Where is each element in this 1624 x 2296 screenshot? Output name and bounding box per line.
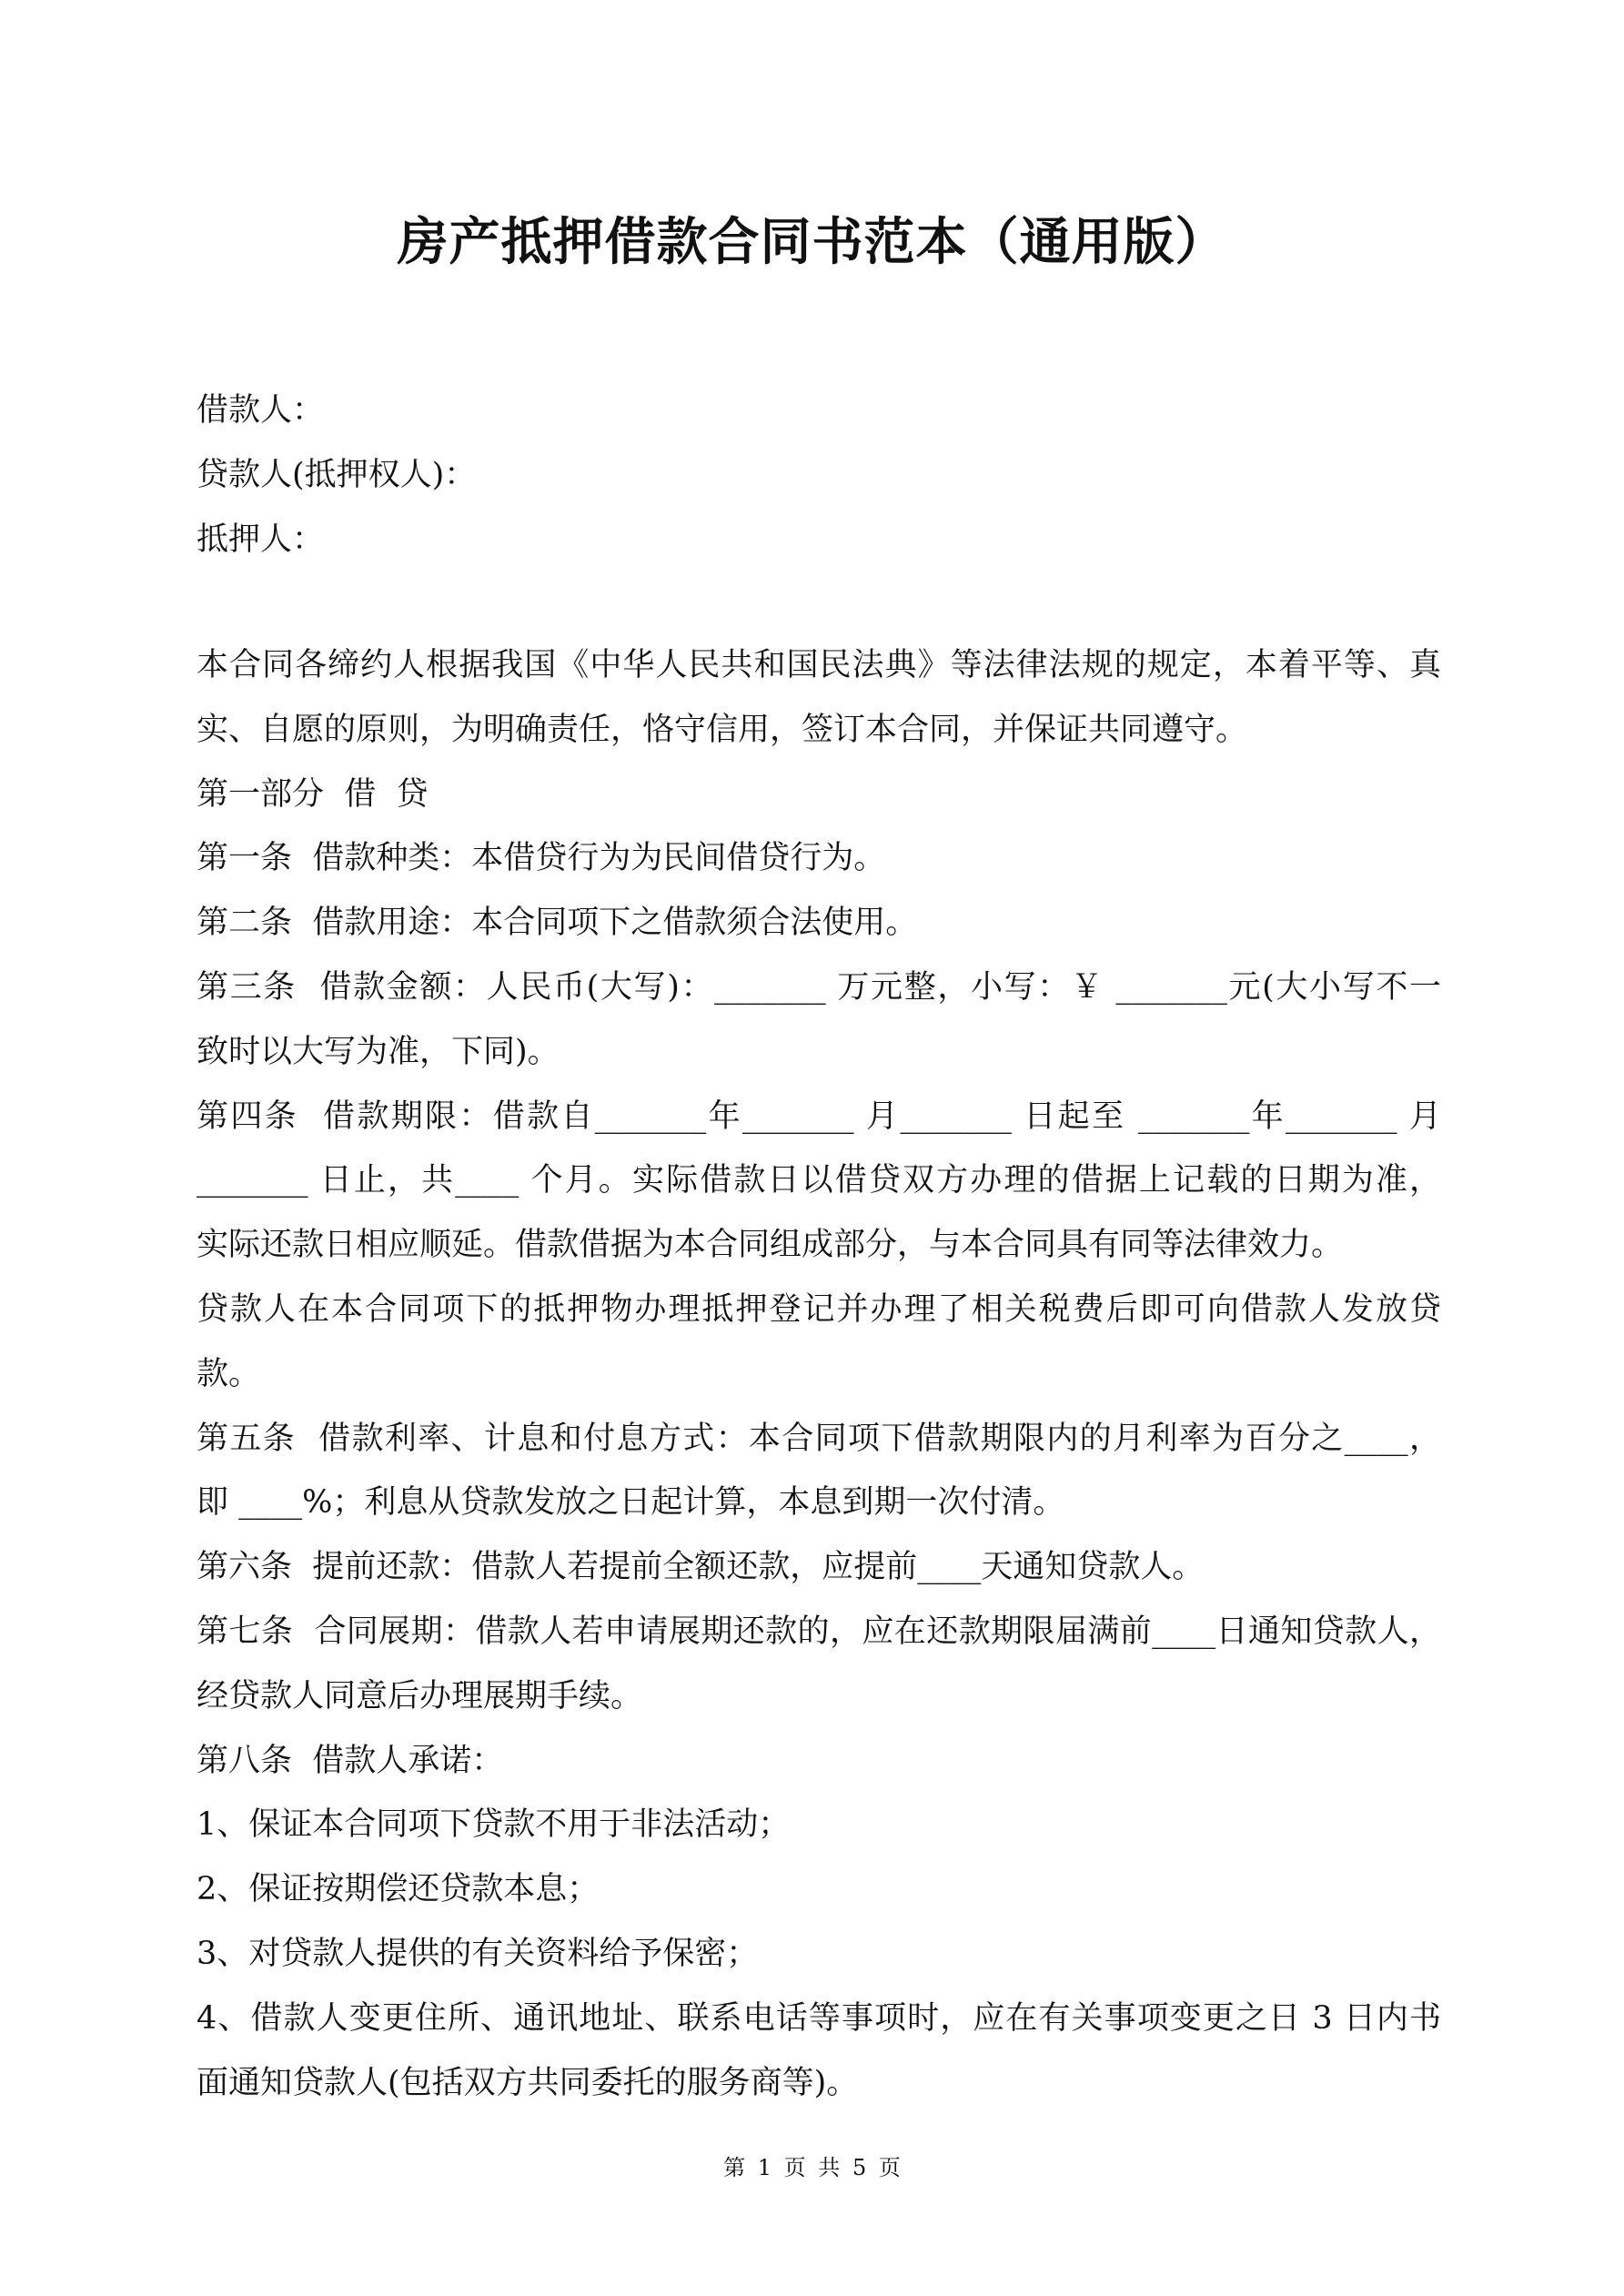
body-line: 贷款人在本合同项下的抵押物办理抵押登记并办理了相关税费后即可向借款人发放贷 — [197, 1290, 1441, 1328]
body-line: 经贷款人同意后办理展期手续。 — [197, 1677, 643, 1714]
body-line: 第一条 借款种类：本借贷行为为民间借贷行为。 — [197, 840, 886, 877]
body-line: 致时以大写为准，下同)。 — [197, 1033, 560, 1070]
body-line: 实际还款日相应顺延。借款借据为本合同组成部分，与本合同具有同等法律效力。 — [197, 1227, 1344, 1264]
body-line: 第三条 借款金额：人民币(大写)：_______ 万元整，小写：￥ _______元(大小写不一 — [197, 968, 1441, 1006]
party-mortgagor: 抵押人： — [197, 521, 325, 558]
body-line: 第一部分 借 贷 — [197, 775, 429, 813]
body-line: 本合同各缔约人根据我国《中华人民共和国民法典》等法律法规的规定，本着平等、真 — [197, 647, 1441, 683]
body-line: _______ 日止，共____ 个月。实际借款日以借贷双方办理的借据上记载的日期为准， — [197, 1162, 1441, 1199]
document-title: 房产抵押借款合同书范本（通用版） — [397, 212, 1227, 272]
contract-body — [197, 633, 1441, 2115]
body-line: 第八条 借款人承诺： — [197, 1742, 504, 1779]
body-line: 第六条 提前还款：借款人若提前全额还款，应提前____天通知贷款人。 — [197, 1549, 1205, 1586]
body-line: 即 ____%；利息从贷款发放之日起计算，本息到期一次付清。 — [197, 1484, 1065, 1522]
body-line: 实、自愿的原则，为明确责任，恪守信用，签订本合同，并保证共同遵守。 — [197, 711, 1248, 748]
body-line: 1、保证本合同项下贷款不用于非法活动； — [197, 1806, 791, 1844]
parties-section — [197, 379, 1441, 571]
body-line: 第二条 借款用途：本合同项下之借款须合法使用。 — [197, 905, 918, 942]
body-line: 2、保证按期偿还贷款本息； — [197, 1871, 600, 1908]
body-line: 3、对贷款人提供的有关资料给予保密； — [197, 1935, 759, 1972]
party-lender: 贷款人(抵押权人)： — [197, 456, 477, 493]
page-footer: 第 1 页 共 5 页 — [723, 2155, 901, 2180]
body-line: 面通知贷款人(包括双方共同委托的服务商等)。 — [197, 2064, 859, 2101]
party-borrower: 借款人： — [197, 392, 325, 429]
body-line: 款。 — [197, 1355, 261, 1392]
body-line: 4、借款人变更住所、通讯地址、联系电话等事项时，应在有关事项变更之日 3 日内书 — [197, 1999, 1441, 2037]
body-line: 第四条 借款期限：借款自_______年_______ 月_______ 日起至 _______年_______ 月 — [197, 1097, 1441, 1135]
body-line: 第七条 合同展期：借款人若申请展期还款的，应在还款期限届满前____日通知贷款人， — [197, 1613, 1441, 1650]
body-line: 第五条 借款利率、计息和付息方式：本合同项下借款期限内的月利率为百分之____， — [197, 1420, 1441, 1457]
